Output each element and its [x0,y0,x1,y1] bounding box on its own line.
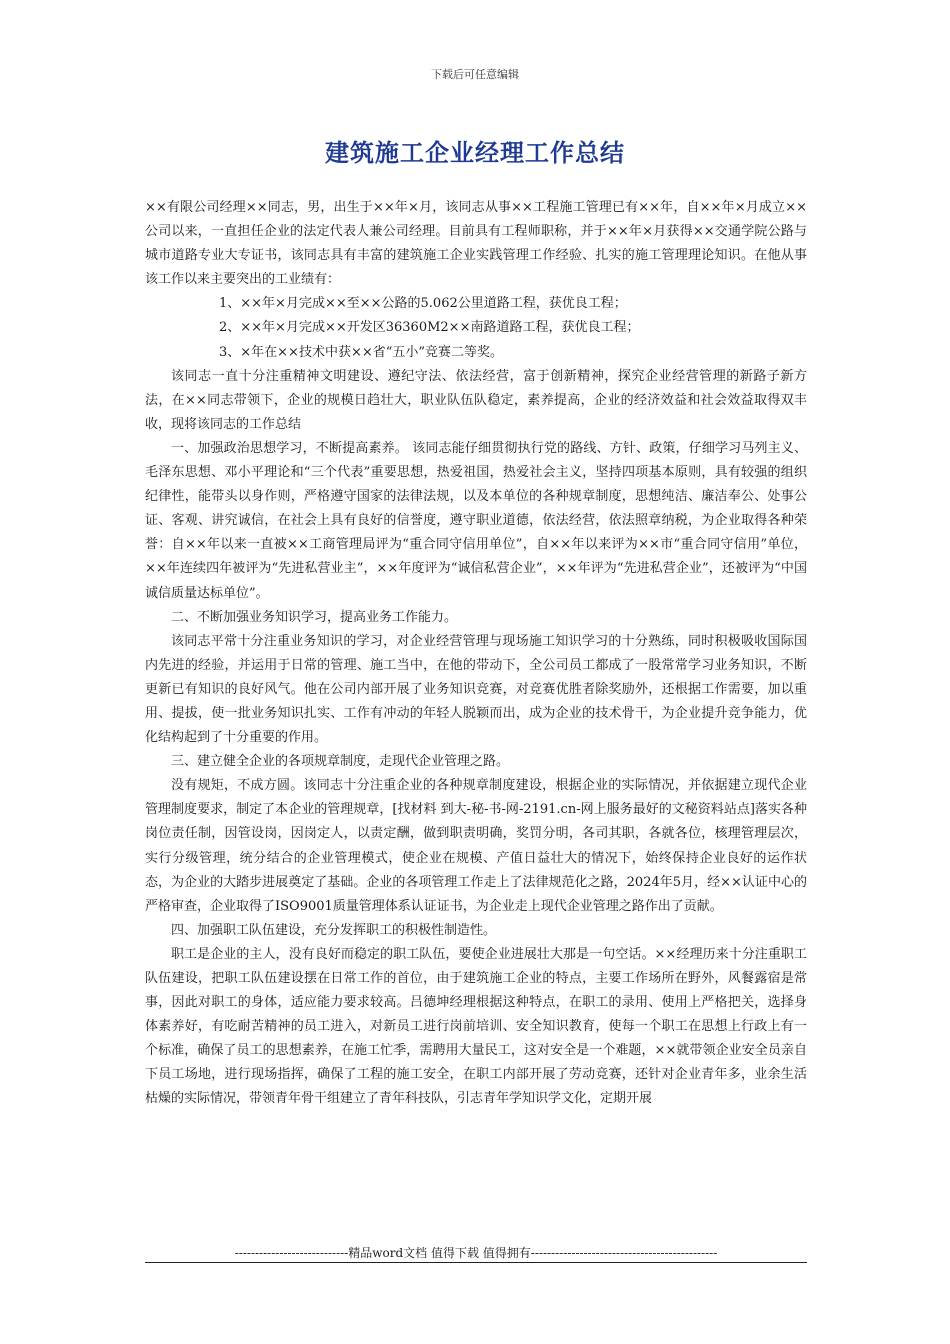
footer-divider [145,1262,807,1263]
section-2-paragraph: 该同志平常十分注重业务知识的学习，对企业经营管理与现场施工知识学习的十分熟练，同时积极吸收国际国内先进的经验，并运用于日常的管理、施工当中，在他的带动下，全公司员工都成了一股常常学习业务知识，不断更新已有知识的良好风气。他在公司内部开展了业务知识竞赛，对竞赛优胜者除奖励外，还根据工作需要，加以重用、提拔，使一批业务知识扎实、工作有冲动的年轻人脱颖而出，成为企业的技术骨干，为企业提升竞争能力，优化结构起到了十分重要的作用。 [145,633,807,746]
achievement-item-3: 3、×年在××技术中获××省“五小”竞赛二等奖。 [219,344,504,360]
achievement-item-2: 2、××年×月完成××开发区36360M2××南路道路工程，获优良工程； [219,320,640,336]
section-2-heading: 二、不断加强业务知识学习，提高业务工作能力。 [171,609,458,625]
section-4-paragraph: 职工是企业的主人，没有良好而稳定的职工队伍，要使企业进展壮大那是一句空话。××经理历来十分注重职工队伍建设，把职工队伍建设摆在日常工作的首位，由于建筑施工企业的特点，主要工作场所在野外，风餐露宿是常事，因此对职工的身体，适应能力要求较高。吕德坤经理根据这种特点，在职工的录用、使用上严格把关，选择身体素养好，有吃耐苦精神的员工进入，对新员工进行岗前培训、安全知识教育，使每一个职工在思想上行政上有一个标准，确保了员工的思想素养，在施工忙季，需聘用大量民工，这对安全是一个难题，××就带领企业安全员亲自下员工场地，进行现场指挥，确保了工程的施工安全，在职工内部开展了劳动竞赛，还针对企业青年多，业余生活枯燥的实际情况，带领青年骨干组建立了青年科技队，引志青年学知识学文化，定期开展 [145,946,807,1107]
document-title: 建筑施工企业经理工作总结 [325,138,625,167]
intro-paragraph: ××有限公司经理××同志，男，出生于××年×月，该同志从事××工程施工管理已有××年，自××年×月成立××公司以来，一直担任企业的法定代表人兼公司经理。目前具有工程师职称，并于××年×月获得××交通学院公路与城市道路专业大专证书，该同志具有丰富的建筑施工企业实践管理工作经验、扎实的施工管理理论知识。在他从事该工作以来主要突出的工业绩有： [145,200,807,288]
section-3-heading: 三、建立健全企业的各项规章制度，走现代企业管理之路。 [171,754,510,770]
section-3-paragraph: 没有规矩，不成方圆。该同志十分注重企业的各种规章制度建设，根据企业的实际情况，并依据建立现代企业管理制度要求，制定了本企业的管理规章，[找材料 到大-秘-书-网-2191.cn-网上服务最好的文秘资料站点]落实各种岗位责任制，因管设岗，因岗定人，以责定酬，做到职责明确，奖罚分明，各司其职，各就各位，核理管理层次，实行分级管理，统分结合的企业管理模式，使企业在规模、产值日益壮大的情况下，始终保持企业良好的运作状态，为企业的大踏步进展奠定了基础。企业的各项管理工作走上了法律规范化之路，2024年5月，经××认证中心的严格审查，企业取得了ISO9001质量管理体系认证证书，为企业走上现代企业管理之路作出了贡献。 [145,778,807,914]
achievement-item-1: 1、××年×月完成××至××公路的5.062公里道路工程，获优良工程； [219,296,627,312]
document-body [145,196,807,1112]
summary-paragraph: 该同志一直十分注重精神文明建设、遵纪守法、依法经营，富于创新精神，探究企业经营管理的新路子新方法，在××同志带领下，企业的规模日趋壮大，职业队伍队稳定，素养提高，企业的经济效益和社会效益取得双丰收，现将该同志的工作总结 [145,368,807,432]
header-note: 下载后可任意编辑 [431,68,519,81]
footer-note: ----------------------------精品word文档 值得下载 值得拥有---------------------------------------------- [234,1246,718,1260]
section-4-heading: 四、加强职工队伍建设，充分发挥职工的积极性制造性。 [171,922,497,938]
section-1-paragraph: 一、加强政治思想学习，不断提高素养。 该同志能仔细贯彻执行党的路线、方针、政策，仔细学习马列主义、毛泽东思想、邓小平理论和“三个代表”重要思想，热爱祖国，热爱社会主义，坚持四项基本原则，具有较强的组织纪律性，能带头以身作则，严格遵守国家的法律法规，以及本单位的各种规章制度，思想纯洁、廉洁奉公、处事公证、客观、讲究诚信，在社会上具有良好的信誉度，遵守职业道德，依法经营，依法照章纳税，为企业取得各种荣誉：自××年以来一直被××工商管理局评为“重合同守信用单位”，自××年以来评为××市“重合同守信用”单位，××年连续四年被评为“先进私营业主”，××年度评为“诚信私营企业”，××年评为“先进私营企业”，还被评为“中国诚信质量达标单位”。 [145,440,807,601]
